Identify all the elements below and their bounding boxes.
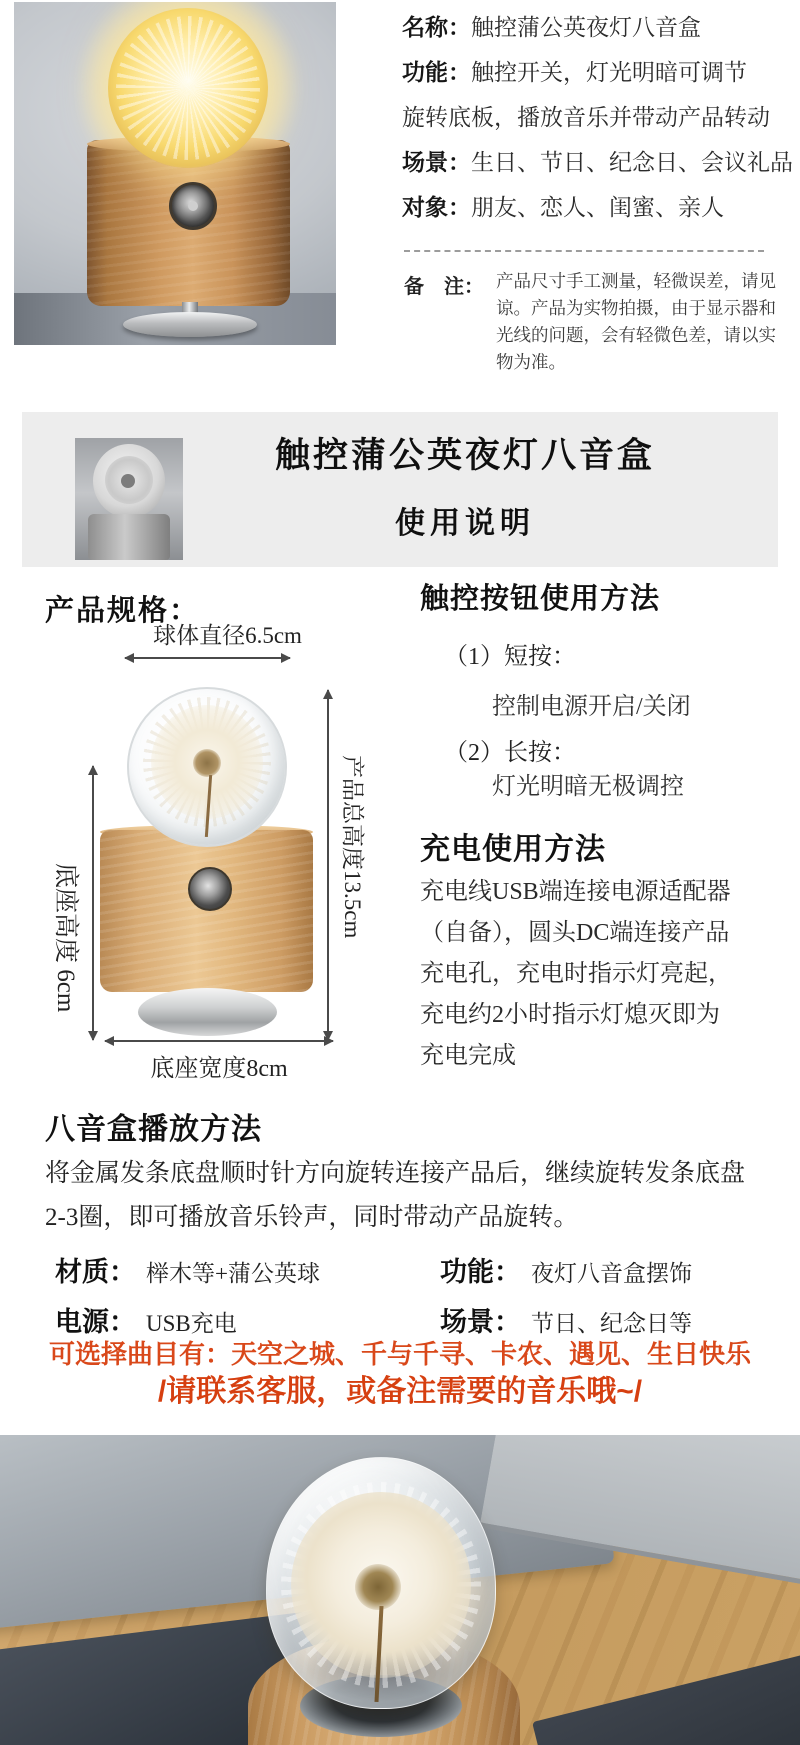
info-row-audience [402, 192, 798, 223]
dashed-divider [404, 250, 764, 252]
thumb-wood-base [88, 514, 170, 560]
contact-service-line: /请联系客服，或备注需要的音乐哦~/ [157, 1375, 643, 1408]
song-list-line: 可选择曲目有：天空之城、千与千寻、卡农、遇见、生日快乐 [48, 1339, 751, 1369]
charge-line: 充电完成 [420, 1043, 516, 1069]
info-row-scene [402, 147, 798, 178]
dim-total-height-label: 产品总高度13.5cm [340, 755, 365, 939]
attr-power-label: 电源： [55, 1307, 136, 1337]
diagram-wood-base [100, 830, 313, 992]
info-value: 旋转底板，播放音乐并带动产品转动 [402, 105, 770, 130]
diagram-metal-button [188, 867, 232, 911]
usage-banner [22, 412, 778, 567]
info-row-name [402, 12, 798, 43]
banner-title: 触控蒲公英夜灯八音盒 [274, 436, 655, 475]
info-value: 触控蒲公英夜灯八音盒 [471, 15, 701, 40]
charge-line: 充电线USB端连接电源适配器 [420, 879, 731, 905]
hero-product-photo [14, 2, 336, 345]
banner-subtitle: 使用说明 [395, 507, 535, 540]
charge-line: 充电孔，充电时指示灯亮起， [420, 961, 732, 987]
info-label: 对象： [402, 194, 471, 220]
dandelion-seedhead [355, 1564, 401, 1610]
dark-slate-right [532, 1647, 800, 1745]
thumb-ball [93, 444, 165, 518]
musicbox-guide-heading: 八音盒播放方法 [45, 1113, 262, 1146]
diameter-arrow [125, 657, 290, 659]
charge-guide-heading: 充电使用方法 [420, 833, 606, 866]
dimension-diagram [30, 615, 405, 1095]
base-width-arrow [105, 1040, 333, 1042]
chrome-stand-disc [123, 312, 257, 337]
note-text: 产品尺寸手工测量，轻微误差，请见谅。产品为实物拍摄，由于显示器和光线的问题，会有轻微色差，请以实物为准。 [496, 271, 776, 372]
glass-dandelion-dome [266, 1457, 496, 1709]
attr-function-label: 功能： [440, 1257, 521, 1287]
attr-power-value: USB充电 [146, 1311, 237, 1336]
dim-ball-diameter-label: 球体直径6.5cm [153, 623, 302, 648]
info-label: 名称： [402, 14, 471, 40]
attr-scene-value: 节日、纪念日等 [531, 1311, 692, 1336]
glowing-dandelion-ball [108, 8, 268, 168]
spec-heading: 产品规格： [45, 595, 201, 627]
touch-guide-heading: 触控按钮使用方法 [420, 583, 661, 615]
charge-guide-body [420, 872, 732, 1077]
attr-material-label: 材质： [55, 1257, 136, 1287]
touch-item1-desc: 控制电源开启/关闭 [492, 694, 691, 720]
charge-line: （自备），圆头DC端连接产品 [420, 920, 730, 946]
bottom-product-photo [0, 1435, 800, 1745]
base-height-arrow [92, 766, 94, 1040]
touch-item2-title: （2）长按： [444, 740, 576, 766]
metal-button [169, 182, 217, 230]
info-value: 触控开关，灯光明暗可调节 [471, 60, 747, 85]
banner-thumbnail-photo [75, 438, 183, 560]
attr-material-value: 榉木等+蒲公英球 [146, 1261, 320, 1286]
note-label: 备 注： [404, 276, 484, 298]
note-row [404, 268, 788, 376]
info-label: 场景： [402, 149, 471, 175]
attr-scene-label: 场景： [440, 1307, 521, 1337]
info-value: 生日、节日、纪念日、会议礼品 [471, 150, 793, 175]
touch-item1-title: （1）短按： [444, 644, 576, 670]
touch-item2-desc: 灯光明暗无极调控 [492, 774, 684, 800]
dandelion-seedhead [193, 749, 221, 777]
musicbox-line: 将金属发条底盘顺时针方向旋转连接产品后，继续旋转发条底盘 [45, 1160, 746, 1187]
thumb-seed [121, 474, 135, 488]
total-height-arrow [327, 690, 329, 1040]
info-row-function-cont [402, 102, 798, 133]
diagram-glass-ball [127, 687, 287, 847]
dandelion-rays [116, 16, 260, 160]
info-label: 功能： [402, 59, 471, 85]
musicbox-line: 2-3圈，即可播放音乐铃声，同时带动产品旋转。 [45, 1204, 579, 1231]
info-row-function [402, 57, 798, 88]
banner-titles [188, 428, 742, 542]
metal-button-center [188, 201, 198, 211]
attr-function-value: 夜灯八音盒摆饰 [531, 1261, 692, 1286]
musicbox-guide-body [45, 1152, 745, 1240]
charge-line: 充电约2小时指示灯熄灭即为 [420, 1002, 720, 1028]
info-value: 朋友、恋人、闺蜜、亲人 [471, 195, 724, 220]
dim-base-width-label: 底座宽度8cm [150, 1056, 288, 1082]
dim-base-height-label: 底座高度 6cm [52, 863, 79, 1013]
diagram-chrome-disc [138, 988, 277, 1036]
